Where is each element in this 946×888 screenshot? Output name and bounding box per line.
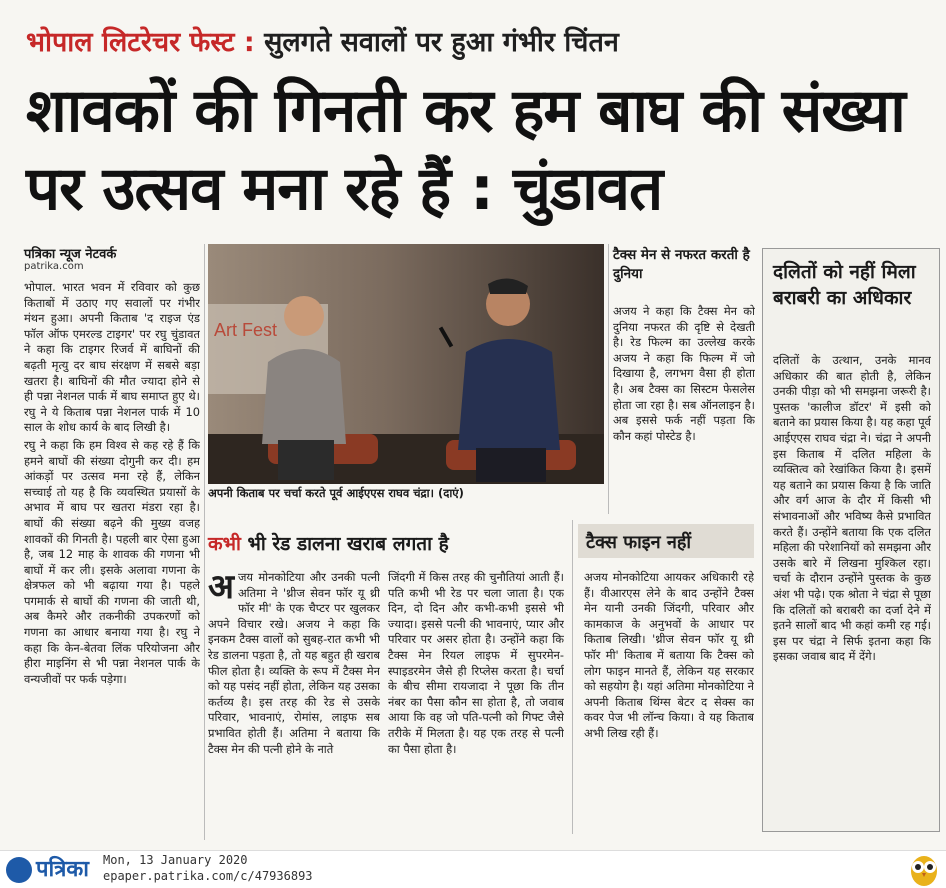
- article-column-4: अजय मोनकोटिया आयकर अधिकारी रहे हैं। वीआरएस लेने के बाद उन्होंने टैक्स मेन यानी उनकी जिंदगी, परिवार और कामकाज के अनुभवों के आधार पर किताब लिखी। 'थ्रीज सेवन फॉर यू थ्री फॉर मी' किताब में बताया कि टैक्स को लोग फाइन मानते हैं, लेकिन यह सरकार को सहयोग है। यहां अतिमा मोनकोटिया ने अपनी किताब थिंग्स बेटर द सेक्स का कवर पेज भी लॉन्च किया। वे यह किताब अभी लिख रही हैं।: [584, 570, 754, 740]
- headline: शावकों की गिनती कर हम बाघ की संख्या पर उत्सव मना रहे हैं : चुंडावत: [26, 76, 905, 224]
- patrika-logo-text: पत्रिका: [36, 857, 89, 882]
- event-photo: [208, 244, 604, 484]
- section-headline: [208, 530, 449, 556]
- photo-illustration: [208, 244, 604, 484]
- divider: [572, 520, 573, 834]
- article-column-right: अजय ने कहा कि टैक्स मेन को दुनिया नफरत की दृष्टि से देखती है। रेड फिल्म का उल्लेख करके अजय ने कहा कि फिल्म में जो दिखाया है, लगभग वैसा ही होता है। अब टैक्स का सिस्टम फेसलेस होता जा रहा है। सब ऑनलाइन है। अब इससे फर्क नहीं पड़ता कि कौन कहां पोस्टेड है।: [613, 304, 755, 443]
- paragraph: जय मोनकोटिया और उनकी पत्नी अतिमा ने 'थ्रीज सेवन फॉर यू थ्री फॉर मी' के एक चैप्टर पर खुलकर अपने विचार रखे। अजय ने कहा कि इनकम टैक्स वालों को सुबह-रात कभी भी रेड डालना पड़ता है, तो यह बहुत ही खराब फील होता है। व्यक्ति के रूप में टैक्स मेन को यह पसंद नहीं होता, लेकिन यह उसका कर्तव्य है। इस तरह की रेड से उसके परिवार, भावनाएं, रोमांस, लाइफ सब प्रभावित होती हैं। अतिमा ने बताया कि टैक्स मेन की पत्नी होने के नाते: [208, 570, 380, 756]
- byline-site: patrika.com: [24, 261, 84, 272]
- epaper-link[interactable]: epaper.patrika.com/c/47936893: [103, 869, 313, 883]
- article-column-3: जिंदगी में किस तरह की चुनौतियां आती हैं। पति कभी भी रेड पर चला जाता है। एक दिन, दो दिन और कभी-कभी इससे भी ज्यादा। इससे पत्नी की भावनाएं, प्यार और परिवार पर असर होता है। उन्होंने कहा कि टैक्स मेन रियल लाइफ में सुपरमेन-स्पाइडरमेन जैसे ही रिप्लेस करता है। चर्चा के बीच सीमा रायजादा ने पूछा कि तीन नंबर का पैसा कौन सा होता है, तो जवाब आया कि वह जो पति-पत्नी को गिफ्ट जैसे तरीके में मिलता है। यह एक तरह से पत्नी का पैसा होता है।: [388, 570, 564, 756]
- section-headline-accent: कभी: [208, 533, 241, 555]
- kicker-event: भोपाल लिटरेचर फेस्ट :: [26, 27, 255, 58]
- divider: [608, 244, 609, 514]
- sidebar-title: दलितों को नहीं मिला बराबरी का अधिकार: [773, 261, 916, 309]
- section-headline-rest: भी रेड डालना खराब लगता है: [247, 533, 449, 555]
- banner-text: Art Fest: [214, 320, 278, 340]
- article-column-2: [208, 570, 380, 832]
- kicker: [26, 22, 619, 59]
- photo-caption: अपनी किताब पर चर्चा करते पूर्व आईएएस राघव चंद्रा। (दाएं): [208, 486, 464, 500]
- article-column-1: [24, 280, 200, 840]
- subhead-tax-men: टैक्स मेन से नफरत करती है दुनिया: [613, 247, 750, 282]
- sidebar-text: दलितों के उत्थान, उनके मानव अधिकार की बात होती है, लेकिन उनकी पीड़ा को भी समझना जरूरी है। पुस्तक 'कालीज डॉटर' में इसी को बताने का प्रयास किया है। यह कहा पूर्व आईएएस राघव चंद्रा ने। चंद्रा ने अपनी इस किताब में दलित महिला के व्यक्तित्व को रेखांकित किया है। इसमें यह बताने का प्रयास किया है कि जाति और वर्ग आज के दौर में किसी भी संभावनाओं और भविष्य कैसे प्रभावित करते हैं। उन्होंने बताया कि एक दलित महिला की परेशानियों को समझना और उसके बारे में लिखना मुश्किल रहा। चर्चा के दौरान उन्होंने पुस्तक के कुछ अंश भी पढ़े। एक श्रोता ने चंद्रा से पूछा कि दलितों को बराबरी का दर्जा देने में इतने सालों बाद भी कहां कमी रह गई। इस पर चंद्रा ने सिर्फ इतना कहा कि इसका जवाब बाद में देंगे।: [773, 353, 931, 664]
- paragraph: भोपाल. भारत भवन में रविवार को कुछ किताबों में उठाए गए सवालों पर गंभीर मंथन हुआ। अपनी किताब 'द राइज एंड फॉल ऑफ एमरल्ड टाइगर' पर रघु चुंडावत ने कहा कि टाइगर रिजर्व में बाघिनों की बढ़ती मृत्यु दर बाघ संरक्षण में सबसे बड़ा खतरा है। बाघिनों की मौत ज्यादा होने से ही पन्ना नेशनल पार्क में बाघ समाप्त हुए थे। रघु ने ये किताब पन्ना नेशनल पार्क में 10 साल के शोध कार्य के बाद लिखी है।: [24, 280, 200, 435]
- patrika-logo-icon: [6, 857, 32, 883]
- paragraph: रघु ने कहा कि हम विश्व से कह रहे हैं कि हमने बाघों की संख्या दोगुनी कर दी। हम आंकड़ों पर उत्सव मना रहे हैं, लेकिन सच्चाई तो यह है कि व्यवस्थित प्रयासों के अभाव में बाघ पर खतरा मंडरा रहा है। बाघों की संख्या बढ़ने की मुख्य वजह शावकों की गिनती है। पहली बार ऐसा हुआ है, जब 12 माह के शावक की गणना भी बाघों में कर ली। इसके अलावा गणना के क्षेत्रफल को भी बढ़ाया गया है। पहले पगमार्क से बाघों की गणना की जाती थी, अब कैमरे और तकनीकी उपकरणों को गणना का आधार बनाया गया है। रघु ने कहा कि केन-बेतवा लिंक परियोजना और हीरा माइनिंग से भी पन्ना नेशनल पार्क के वन्यजीवों पर फर्क पड़ेगा।: [24, 437, 200, 686]
- divider: [204, 244, 205, 840]
- subhead-tax-fine: टैक्स फाइन नहीं: [578, 524, 754, 558]
- byline-name: पत्रिका न्यूज नेटवर्क: [24, 247, 117, 262]
- edition-date: Mon, 13 January 2020: [103, 853, 248, 867]
- kicker-topic: सुलगते सवालों पर हुआ गंभीर चिंतन: [264, 27, 619, 58]
- sidebar-box: [762, 248, 940, 832]
- footer-bar: [0, 850, 946, 888]
- dropcap: अ: [208, 570, 234, 607]
- owl-icon: [908, 851, 940, 887]
